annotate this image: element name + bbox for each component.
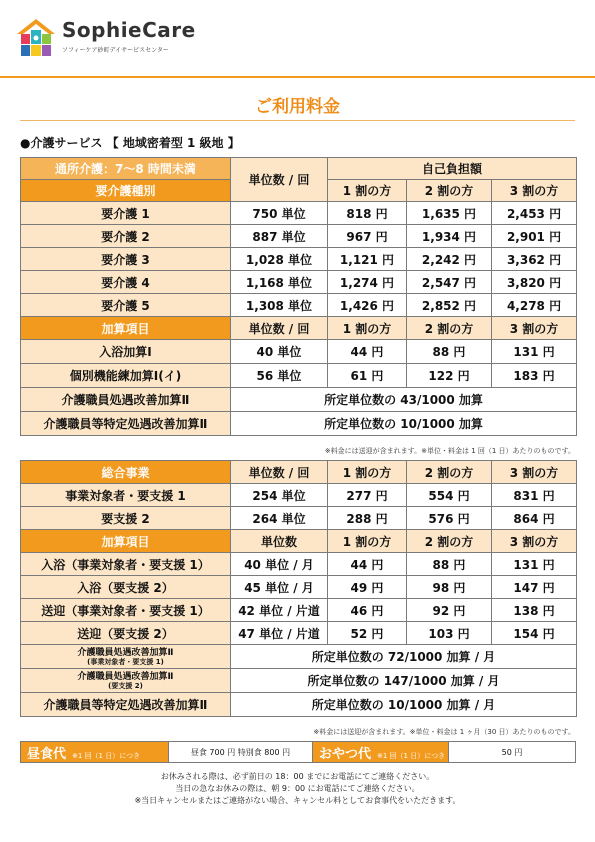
page-title: ご利用料金 <box>255 97 340 117</box>
rate2-cell: 1,934 円 <box>407 225 492 248</box>
care-level-header: 要介護種別 <box>21 180 231 202</box>
table-row <box>21 693 577 717</box>
row-label: 介護職員処遇改善加算Ⅱ <box>21 388 231 412</box>
addon-rate3-header: 3 割の方 <box>492 317 577 340</box>
units-cell: 1,028 単位 <box>231 248 328 271</box>
rate1-cell: 1,121 円 <box>328 248 407 271</box>
rate2-cell: 576 円 <box>407 507 492 530</box>
addon-header-label: 加算項目 <box>21 317 231 340</box>
row-label: 要介護 4 <box>21 271 231 294</box>
unit-header: 単位数 / 回 <box>231 461 328 484</box>
table2-note: ※料金には送迎が含まれます。※単位・料金は 1 ヶ月（30 日）あたりのものです。 <box>313 728 575 736</box>
row-label: 個別機能練加算Ⅰ(イ) <box>21 364 231 388</box>
brand-subtitle: ソフィーケア砂町デイサービスセンター <box>62 47 169 54</box>
table-row <box>21 364 577 388</box>
snack-label-cell <box>313 742 449 763</box>
care-fee-table <box>20 157 577 436</box>
snack-tag: ※1 回（1 日）につき <box>377 751 446 760</box>
row-label <box>21 645 231 669</box>
rate1-cell: 967 円 <box>328 225 407 248</box>
service-type-header: 通所介護：7〜8 時間未満 <box>21 158 231 180</box>
rate3-cell: 138 円 <box>492 599 577 622</box>
rate1-cell: 288 円 <box>328 507 407 530</box>
units-cell: 1,168 単位 <box>231 271 328 294</box>
units-cell: 56 単位 <box>231 364 328 388</box>
table-row <box>21 599 577 622</box>
addon-rate2-header: 2 割の方 <box>407 317 492 340</box>
units-cell: 264 単位 <box>231 507 328 530</box>
units-cell: 42 単位 / 片道 <box>231 599 328 622</box>
header <box>0 0 595 78</box>
row-label: 事業対象者・要支援 1 <box>21 484 231 507</box>
header-divider <box>0 76 595 78</box>
table-row <box>21 576 577 599</box>
table-row <box>21 202 577 225</box>
pct-value-cell: 所定単位数の 10/1000 加算 <box>231 412 577 436</box>
lunch-value: 昼食 700 円 特別食 800 円 <box>169 742 313 763</box>
table-row <box>21 553 577 576</box>
self-pay-header: 自己負担額 <box>328 158 577 180</box>
rate3-cell: 3,820 円 <box>492 271 577 294</box>
rate2-cell: 2,242 円 <box>407 248 492 271</box>
section-label: ●介護サービス 【 地域密着型 1 級地 】 <box>20 136 240 150</box>
lunch-tag: ※1 回（1 日）につき <box>72 751 141 760</box>
addon-rate1-header: 1 割の方 <box>328 317 407 340</box>
row-label: 要介護 5 <box>21 294 231 317</box>
rate1-cell: 1,274 円 <box>328 271 407 294</box>
row-label-main: 介護職員処遇改善加算Ⅱ <box>77 647 174 658</box>
rate1-cell: 61 円 <box>328 364 407 388</box>
row-label: 送迎（事業対象者・要支援 1） <box>21 599 231 622</box>
table-row <box>21 340 577 364</box>
rate1-cell: 277 円 <box>328 484 407 507</box>
footer-line-2: 当日の急なお休みの際は、朝 9：00 にお電話にてご連絡ください。 <box>175 784 420 793</box>
rate2-cell: 554 円 <box>407 484 492 507</box>
rate2-cell: 98 円 <box>407 576 492 599</box>
footer-line-1: お休みされる際は、必ず前日の 18：00 までにお電話にてご連絡ください。 <box>160 772 435 781</box>
rate3-cell: 3,362 円 <box>492 248 577 271</box>
rate3-cell: 831 円 <box>492 484 577 507</box>
table-row <box>21 412 577 436</box>
units-cell: 40 単位 / 月 <box>231 553 328 576</box>
table-row <box>21 271 577 294</box>
units-cell: 750 単位 <box>231 202 328 225</box>
general-service-table <box>20 460 577 717</box>
table-row <box>21 484 577 507</box>
row-label-sub: (事業対象者・要支援 1) <box>87 657 164 666</box>
rate1-cell: 818 円 <box>328 202 407 225</box>
meal-fee-table <box>20 741 576 763</box>
rate2-cell: 103 円 <box>407 622 492 645</box>
table-row <box>21 388 577 412</box>
row-label: 入浴（事業対象者・要支援 1） <box>21 553 231 576</box>
brand-name: SophieCare <box>62 18 196 42</box>
table-row <box>21 294 577 317</box>
row-label: 要支援 2 <box>21 507 231 530</box>
rate1-cell: 52 円 <box>328 622 407 645</box>
rate2-cell: 2,852 円 <box>407 294 492 317</box>
addon-unit-header: 単位数 <box>231 530 328 553</box>
rate1-cell: 44 円 <box>328 340 407 364</box>
rate2-cell: 1,635 円 <box>407 202 492 225</box>
table-row <box>21 669 577 693</box>
pct-value-cell: 所定単位数の 43/1000 加算 <box>231 388 577 412</box>
rate1-cell: 46 円 <box>328 599 407 622</box>
rate2-cell: 88 円 <box>407 340 492 364</box>
pct-value-cell: 所定単位数の 10/1000 加算 / 月 <box>231 693 577 717</box>
row-label: 入浴加算Ⅰ <box>21 340 231 364</box>
title-divider <box>20 120 575 121</box>
addon-rate2-header: 2 割の方 <box>407 530 492 553</box>
rate3-cell: 147 円 <box>492 576 577 599</box>
addon-rate1-header: 1 割の方 <box>328 530 407 553</box>
table1-note: ※料金には送迎が含まれます。※単位・料金は 1 回（1 日）あたりのものです。 <box>324 447 575 455</box>
pct-value-cell: 所定単位数の 147/1000 加算 / 月 <box>231 669 577 693</box>
rate2-header: 2 割の方 <box>407 461 492 484</box>
rate3-cell: 131 円 <box>492 553 577 576</box>
row-label-sub: (要支援 2) <box>108 681 143 690</box>
row-label-main: 介護職員処遇改善加算Ⅱ <box>77 671 174 682</box>
units-cell: 40 単位 <box>231 340 328 364</box>
table-row <box>21 225 577 248</box>
units-cell: 47 単位 / 片道 <box>231 622 328 645</box>
rate3-cell: 154 円 <box>492 622 577 645</box>
rate1-cell: 44 円 <box>328 553 407 576</box>
table2-header-row <box>21 461 577 484</box>
general-service-header: 総合事業 <box>21 461 231 484</box>
row-label: 入浴（要支援 2） <box>21 576 231 599</box>
rate1-header: 1 割の方 <box>328 461 407 484</box>
snack-label: おやつ代 <box>319 746 372 762</box>
units-cell: 254 単位 <box>231 484 328 507</box>
rate3-cell: 183 円 <box>492 364 577 388</box>
units-cell: 887 単位 <box>231 225 328 248</box>
units-cell: 45 単位 / 月 <box>231 576 328 599</box>
rate3-header: 3 割の方 <box>492 461 577 484</box>
rate2-cell: 122 円 <box>407 364 492 388</box>
lunch-label-cell <box>21 742 169 763</box>
lunch-label: 昼食代 <box>27 746 67 762</box>
row-label: 介護職員等特定処遇改善加算Ⅱ <box>21 412 231 436</box>
rate1-cell: 1,426 円 <box>328 294 407 317</box>
unit-header: 単位数 / 回 <box>231 158 328 202</box>
row-label: 要介護 3 <box>21 248 231 271</box>
row-label: 送迎（要支援 2） <box>21 622 231 645</box>
rate1-header: 1 割の方 <box>328 180 407 202</box>
rate3-cell: 4,278 円 <box>492 294 577 317</box>
rate2-header: 2 割の方 <box>407 180 492 202</box>
table-row <box>21 645 577 669</box>
rate3-cell: 864 円 <box>492 507 577 530</box>
rate3-header: 3 割の方 <box>492 180 577 202</box>
rate2-cell: 92 円 <box>407 599 492 622</box>
house-logo-icon <box>16 18 56 58</box>
snack-value: 50 円 <box>449 742 576 763</box>
rate3-cell: 2,901 円 <box>492 225 577 248</box>
addon-header-label: 加算項目 <box>21 530 231 553</box>
row-label: 要介護 2 <box>21 225 231 248</box>
table-row <box>21 622 577 645</box>
row-label: 要介護 1 <box>21 202 231 225</box>
addon-unit-header: 単位数 / 回 <box>231 317 328 340</box>
table-row <box>21 248 577 271</box>
footer-line-3: ※当日キャンセルまたはご連絡がない場合、キャンセル料としてお食事代をいただきます。 <box>134 796 461 805</box>
pct-value-cell: 所定単位数の 72/1000 加算 / 月 <box>231 645 577 669</box>
rate2-cell: 2,547 円 <box>407 271 492 294</box>
row-label: 介護職員等特定処遇改善加算Ⅱ <box>21 693 231 717</box>
addon-header-row <box>21 317 577 340</box>
rate3-cell: 2,453 円 <box>492 202 577 225</box>
rate1-cell: 49 円 <box>328 576 407 599</box>
rate2-cell: 88 円 <box>407 553 492 576</box>
row-label <box>21 669 231 693</box>
rate3-cell: 131 円 <box>492 340 577 364</box>
addon-header-row <box>21 530 577 553</box>
units-cell: 1,308 単位 <box>231 294 328 317</box>
addon-rate3-header: 3 割の方 <box>492 530 577 553</box>
table-row <box>21 507 577 530</box>
